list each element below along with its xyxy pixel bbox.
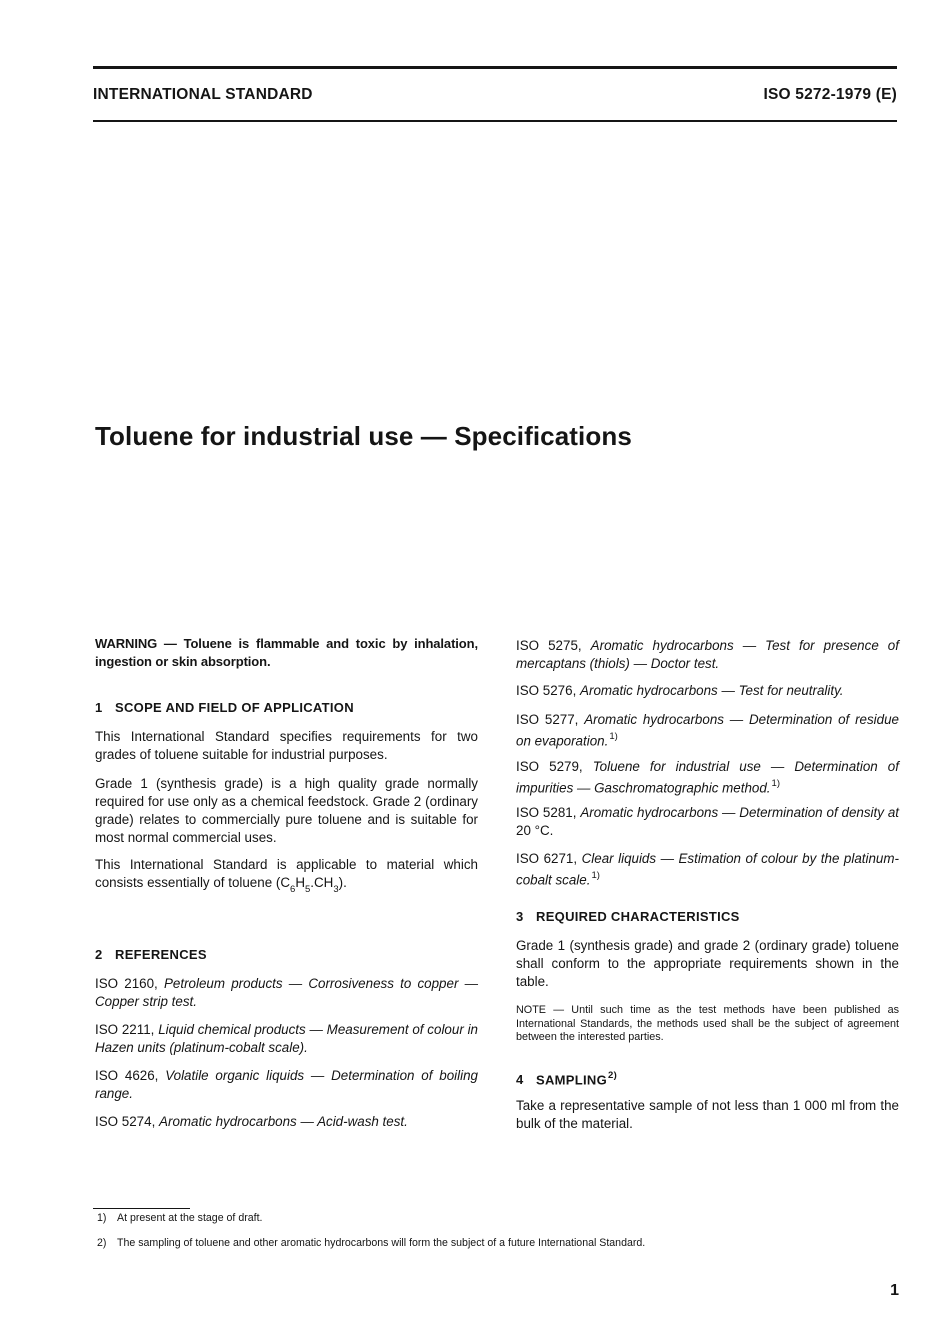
warning-label: WARNING — — [95, 636, 177, 651]
reference-title: Clear liquids — Estimation of colour by the platinum-cobalt scale. — [516, 851, 899, 888]
reference-iso-5275 — [516, 637, 899, 673]
reference-number: ISO 5276, — [516, 683, 577, 698]
header-top-rule — [93, 66, 897, 69]
reference-title: Aromatic hydrocarbons — Acid-wash test. — [159, 1114, 408, 1129]
document-title: Toluene for industrial use — Specifications — [95, 421, 632, 451]
footnote-marker: 2) — [608, 1070, 618, 1081]
section-3-heading — [516, 908, 899, 926]
section-4-heading — [516, 1068, 899, 1089]
sampling-paragraph: Take a representative sample of not less than 1 000 ml from the bulk of the material. — [516, 1098, 899, 1131]
reference-iso-6271 — [516, 850, 899, 889]
warning-notice — [95, 635, 478, 671]
reference-iso-5274 — [95, 1113, 478, 1131]
requirements-paragraph: Grade 1 (synthesis grade) and grade 2 (ordinary grade) toluene shall conform to the appropriate requirements shown in the table. — [516, 938, 899, 989]
footnote-mark: 1) — [97, 1212, 107, 1224]
reference-number: ISO 5275, — [516, 638, 582, 653]
reference-title: Liquid chemical products — Measurement of colour in Hazen units (platinum-cobalt scale). — [95, 1022, 478, 1055]
reference-title: Aromatic hydrocarbons — Test for presence of mercaptans (thiols) — Doctor test. — [516, 638, 899, 671]
formula-element: H — [295, 875, 305, 890]
footnote-rule — [93, 1208, 190, 1209]
footnote-marker: 1) — [771, 778, 780, 789]
header-standard-number: ISO 5272-1979 (E) — [763, 86, 897, 103]
footnote-2 — [97, 1237, 899, 1250]
reference-title: Aromatic hydrocarbons — Determination of density at — [580, 805, 899, 820]
section-2-heading — [95, 946, 478, 964]
reference-iso-2160 — [95, 975, 478, 1011]
section-number: 4 — [516, 1072, 524, 1088]
reference-number: ISO 5279, — [516, 759, 583, 774]
reference-iso-5281 — [516, 804, 899, 840]
reference-number: ISO 5277, — [516, 712, 579, 727]
scope-paragraph-2: Grade 1 (synthesis grade) is a high quality grade normally required for use only as a chemical feedstock. Grade 2 (ordinary grade) relates to commercially pure toluene and is suitable for most normal commercial uses. — [95, 776, 478, 845]
warning-text: Toluene is flammable and toxic by inhalation, ingestion or skin absorption. — [95, 636, 478, 669]
section-number: 1 — [95, 700, 103, 715]
reference-title: Aromatic hydrocarbons — Test for neutrality. — [580, 683, 844, 698]
reference-iso-5279 — [516, 758, 899, 797]
footnote-1 — [97, 1212, 899, 1225]
reference-tail: 20 °C. — [516, 823, 554, 838]
reference-number: ISO 2160, — [95, 976, 158, 991]
footnote-text: The sampling of toluene and other aromatic hydrocarbons will form the subject of a future International Standard. — [117, 1237, 646, 1249]
footnote-mark: 2) — [97, 1237, 107, 1249]
footnote-text: At present at the stage of draft. — [117, 1212, 263, 1224]
reference-iso-4626 — [95, 1067, 478, 1103]
reference-title: Petroleum products — Corrosiveness to copper — Copper strip test. — [95, 976, 478, 1009]
reference-title: Aromatic hydrocarbons — Determination of residue on evaporation. — [516, 712, 899, 749]
section-number: 3 — [516, 909, 524, 924]
page-number: 1 — [890, 1282, 899, 1299]
section-1-heading — [95, 699, 478, 717]
section-title: SCOPE AND FIELD OF APPLICATION — [115, 700, 354, 715]
section-title: SAMPLING — [536, 1072, 608, 1088]
scope-paragraph-1: This International Standard specifies requirements for two grades of toluene suitable for industrial purposes. — [95, 729, 478, 762]
reference-number: ISO 5281, — [516, 805, 577, 820]
formula-subscript: 3 — [333, 883, 339, 895]
reference-title: Volatile organic liquids — Determination of boiling range. — [95, 1068, 478, 1101]
reference-number: ISO 6271, — [516, 851, 578, 866]
scope-paragraph-3 — [95, 856, 478, 898]
section-title: REQUIRED CHARACTERISTICS — [536, 909, 740, 924]
footnote-marker: 1) — [609, 731, 618, 742]
reference-iso-5277 — [516, 711, 899, 750]
reference-iso-5276 — [516, 682, 899, 700]
section-title: REFERENCES — [115, 947, 207, 962]
formula-subscript: 6 — [290, 883, 296, 895]
header-standard-type: INTERNATIONAL STANDARD — [93, 86, 313, 103]
reference-number: ISO 2211, — [95, 1022, 155, 1037]
reference-number: ISO 4626, — [95, 1068, 159, 1083]
paragraph-text: ). — [338, 875, 347, 890]
reference-iso-2211 — [95, 1021, 478, 1057]
section-number: 2 — [95, 947, 103, 962]
header-bottom-rule — [93, 120, 897, 122]
formula-element: C — [280, 875, 291, 890]
formula-element: .CH — [310, 875, 334, 890]
formula-subscript: 5 — [304, 883, 311, 895]
requirements-note: NOTE — Until such time as the test methods have been published as International Standards, the methods used shall be the subject of agreement between the interested parties. — [516, 1004, 899, 1043]
footnote-marker: 1) — [591, 870, 600, 881]
reference-number: ISO 5274, — [95, 1114, 156, 1129]
paragraph-text: This International Standard is applicable to material which consists essentially of toluene ( — [95, 857, 478, 890]
reference-title: Toluene for industrial use — Determination of impurities — Gaschromatographic method. — [516, 759, 899, 796]
